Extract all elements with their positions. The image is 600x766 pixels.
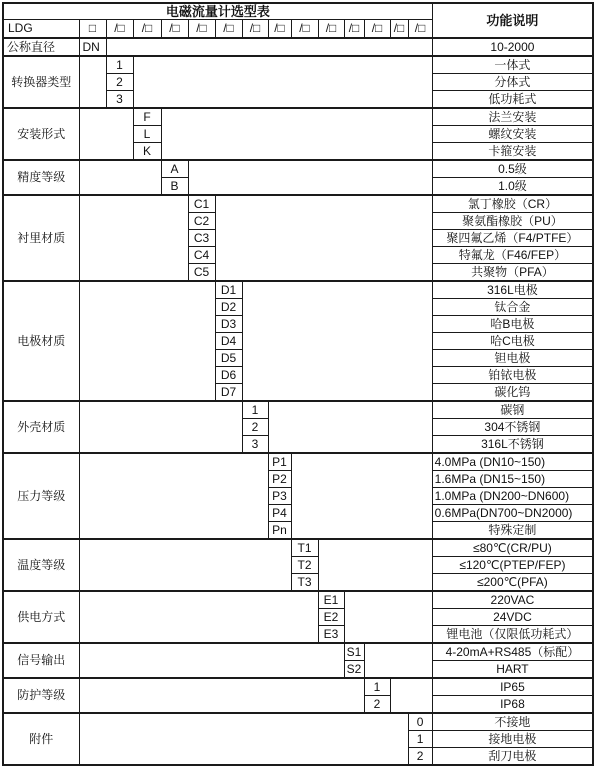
spacer-cell: [79, 678, 364, 713]
desc-cell: ≤80℃(CR/PU): [432, 539, 593, 557]
spacer-cell: [79, 56, 106, 108]
function-header: 功能说明: [432, 3, 593, 38]
selection-table: [2, 2, 594, 766]
code-cell: 1: [408, 731, 432, 748]
model-slash-box: /□: [291, 20, 318, 39]
spacer-cell: [106, 38, 432, 56]
model-slash-box: /□: [318, 20, 344, 39]
model-slash-box: /□: [408, 20, 432, 39]
code-cell: 1: [242, 401, 268, 419]
spacer-cell: [79, 281, 215, 401]
spacer-cell: [79, 195, 188, 281]
desc-cell: 氯丁橡胶（CR）: [432, 195, 593, 213]
group-label-diameter: 公称直径: [3, 38, 79, 56]
desc-cell: 卡箍安装: [432, 143, 593, 161]
desc-cell: 4-20mA+RS485（标配）: [432, 643, 593, 661]
code-cell: D7: [215, 384, 242, 402]
spacer-cell: [268, 401, 432, 453]
desc-cell: 不接地: [432, 713, 593, 731]
code-cell: D3: [215, 316, 242, 333]
desc-cell: ≤120℃(PTEP/FEP): [432, 557, 593, 574]
code-cell: 2: [408, 748, 432, 766]
code-cell: E1: [318, 591, 344, 609]
desc-cell: 低功耗式: [432, 91, 593, 109]
code-cell: P4: [268, 505, 291, 522]
desc-cell: 24VDC: [432, 609, 593, 626]
desc-cell: ≤200℃(PFA): [432, 574, 593, 592]
group-label-temperature: 温度等级: [3, 539, 79, 591]
code-cell: F: [133, 108, 161, 126]
group-label-electrode: 电极材质: [3, 281, 79, 401]
model-slash-box: /□: [390, 20, 408, 39]
desc-cell: 316L不锈钢: [432, 436, 593, 454]
desc-cell: 一体式: [432, 56, 593, 74]
model-slash-box: /□: [268, 20, 291, 39]
code-cell: L: [133, 126, 161, 143]
desc-cell: 聚四氟乙烯（F4/PTFE）: [432, 230, 593, 247]
desc-cell: IP65: [432, 678, 593, 696]
desc-cell: 聚氨酯橡胶（PU）: [432, 213, 593, 230]
spacer-cell: [79, 713, 408, 765]
model-slash-box: /□: [364, 20, 390, 39]
spacer-cell: [344, 591, 432, 643]
group-label-protection: 防护等级: [3, 678, 79, 713]
spacer-cell: [79, 108, 133, 160]
table-title: 电磁流量计选型表: [3, 3, 432, 20]
code-cell: T3: [291, 574, 318, 592]
desc-cell: 哈C电极: [432, 333, 593, 350]
code-cell: D5: [215, 350, 242, 367]
code-cell: E3: [318, 626, 344, 644]
model-slash-box: /□: [133, 20, 161, 39]
code-cell: Pn: [268, 522, 291, 540]
model-slash-box: /□: [106, 20, 133, 39]
code-cell: A: [161, 160, 188, 178]
group-label-power-supply: 供电方式: [3, 591, 79, 643]
code-cell: D2: [215, 299, 242, 316]
code-cell: 2: [364, 696, 390, 714]
desc-cell: 接地电极: [432, 731, 593, 748]
spacer-cell: [79, 539, 291, 591]
desc-cell: 220VAC: [432, 591, 593, 609]
desc-cell: 316L电极: [432, 281, 593, 299]
code-cell: 3: [106, 91, 133, 109]
desc-cell: 法兰安装: [432, 108, 593, 126]
code-cell: P1: [268, 453, 291, 471]
desc-cell: IP68: [432, 696, 593, 714]
desc-cell: 10-2000: [432, 38, 593, 56]
model-slash-box: /□: [161, 20, 188, 39]
group-label-pressure: 压力等级: [3, 453, 79, 539]
spacer-cell: [291, 453, 432, 539]
code-cell: E2: [318, 609, 344, 626]
model-slash-box: /□: [215, 20, 242, 39]
group-label-installation: 安装形式: [3, 108, 79, 160]
spacer-cell: [390, 678, 432, 713]
desc-cell: 特殊定制: [432, 522, 593, 540]
code-cell: D4: [215, 333, 242, 350]
spacer-cell: [79, 643, 344, 678]
code-cell: B: [161, 178, 188, 196]
spacer-cell: [161, 108, 432, 160]
model-prefix: LDG: [3, 20, 79, 39]
desc-cell: HART: [432, 661, 593, 679]
spacer-cell: [364, 643, 432, 678]
code-cell: C4: [188, 247, 215, 264]
code-cell: 1: [106, 56, 133, 74]
spacer-cell: [215, 195, 432, 281]
code-cell: C2: [188, 213, 215, 230]
model-slash-box: /□: [188, 20, 215, 39]
code-cell: 2: [242, 419, 268, 436]
spacer-cell: [133, 56, 432, 108]
spacer-cell: [242, 281, 432, 401]
spacer-cell: [188, 160, 432, 195]
group-label-converter-type: 转换器类型: [3, 56, 79, 108]
code-cell: T2: [291, 557, 318, 574]
desc-cell: 1.0MPa (DN200~DN600): [432, 488, 593, 505]
group-label-accuracy: 精度等级: [3, 160, 79, 195]
model-slash-box: /□: [344, 20, 364, 39]
code-cell: P2: [268, 471, 291, 488]
code-cell: P3: [268, 488, 291, 505]
desc-cell: 特氟龙（F46/FEP）: [432, 247, 593, 264]
desc-cell: 铂铱电极: [432, 367, 593, 384]
code-cell: D6: [215, 367, 242, 384]
desc-cell: 分体式: [432, 74, 593, 91]
model-slash-box: /□: [242, 20, 268, 39]
desc-cell: 碳钢: [432, 401, 593, 419]
desc-cell: 共聚物（PFA）: [432, 264, 593, 282]
desc-cell: 哈B电极: [432, 316, 593, 333]
spacer-cell: [79, 401, 242, 453]
group-label-accessory: 附件: [3, 713, 79, 765]
desc-cell: 1.6MPa (DN15~150): [432, 471, 593, 488]
code-cell: C1: [188, 195, 215, 213]
desc-cell: 螺纹安装: [432, 126, 593, 143]
desc-cell: 碳化钨: [432, 384, 593, 402]
code-cell: DN: [79, 38, 106, 56]
desc-cell: 钽电极: [432, 350, 593, 367]
code-cell: 0: [408, 713, 432, 731]
code-cell: 3: [242, 436, 268, 454]
code-cell: S2: [344, 661, 364, 679]
code-cell: T1: [291, 539, 318, 557]
code-cell: K: [133, 143, 161, 161]
desc-cell: 钛合金: [432, 299, 593, 316]
desc-cell: 1.0级: [432, 178, 593, 196]
desc-cell: 304不锈钢: [432, 419, 593, 436]
code-cell: D1: [215, 281, 242, 299]
desc-cell: 锂电池（仅限低功耗式）: [432, 626, 593, 644]
spacer-cell: [79, 453, 268, 539]
model-box: □: [79, 20, 106, 39]
desc-cell: 0.5级: [432, 160, 593, 178]
group-label-signal-output: 信号输出: [3, 643, 79, 678]
spacer-cell: [79, 160, 161, 195]
code-cell: C5: [188, 264, 215, 282]
desc-cell: 0.6MPa(DN700~DN2000): [432, 505, 593, 522]
code-cell: S1: [344, 643, 364, 661]
code-cell: 1: [364, 678, 390, 696]
spacer-cell: [79, 591, 318, 643]
spacer-cell: [318, 539, 432, 591]
desc-cell: 刮刀电极: [432, 748, 593, 766]
code-cell: 2: [106, 74, 133, 91]
code-cell: C3: [188, 230, 215, 247]
group-label-housing: 外壳材质: [3, 401, 79, 453]
group-label-lining: 衬里材质: [3, 195, 79, 281]
desc-cell: 4.0MPa (DN10~150): [432, 453, 593, 471]
